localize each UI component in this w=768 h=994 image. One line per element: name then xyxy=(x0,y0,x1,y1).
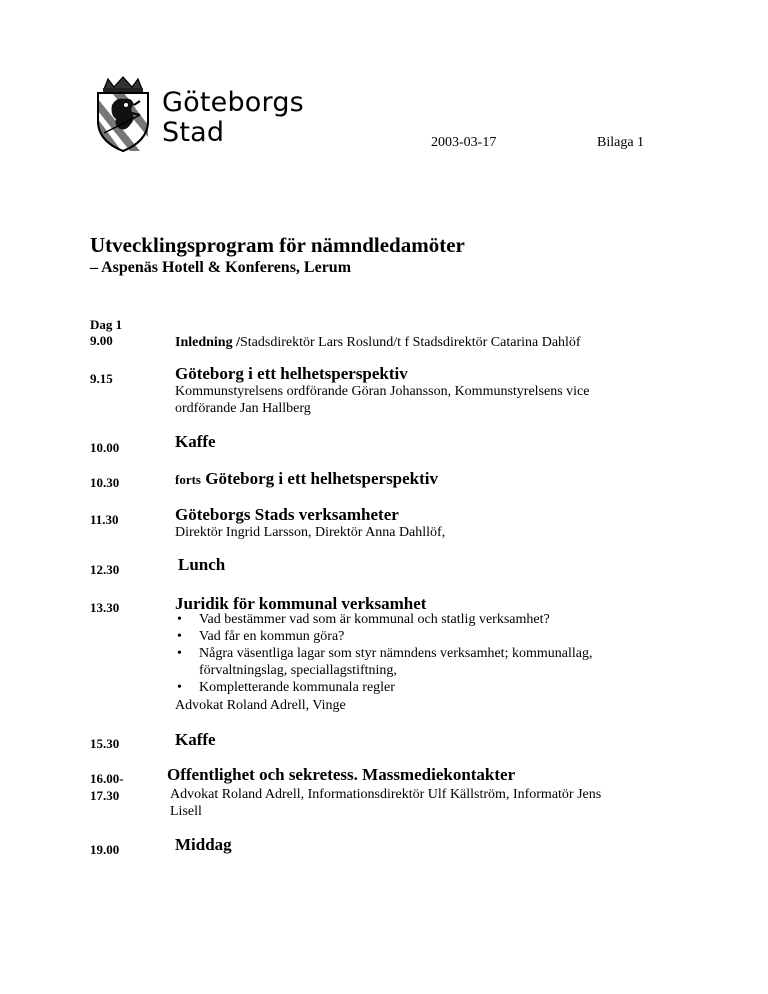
list-item: • Vad får en kommun göra? xyxy=(177,629,345,644)
agenda-time-1600-end: 17.30 xyxy=(90,788,120,803)
agenda-time-1600-start: 16.00- xyxy=(90,771,124,786)
agenda-time-0915: 9.15 xyxy=(90,371,113,386)
agenda-1030-title: Göteborg i ett helhetsperspektiv xyxy=(205,469,439,488)
bullet-icon: • xyxy=(177,612,182,627)
brand-line-1: Göteborgs xyxy=(162,87,304,118)
agenda-time-1530: 15.30 xyxy=(90,736,120,751)
agenda-title-1600: Offentlighet och sekretess. Massmediekontakter xyxy=(167,765,516,784)
bullet-icon: • xyxy=(177,646,182,661)
agenda-speaker-1330: Advokat Roland Adrell, Vinge xyxy=(175,698,346,713)
agenda-speakers-0915-line2: ordförande Jan Hallberg xyxy=(175,401,311,416)
brand-name xyxy=(162,88,304,148)
agenda-time-1030: 10.30 xyxy=(90,475,120,490)
list-item: • Några väsentliga lagar som styr nämndens verksamhet; kommunallag, förvaltningslag, speciallagstiftning, xyxy=(177,646,593,678)
bullet-icon: • xyxy=(177,629,182,644)
document-date: 2003-03-17 xyxy=(431,135,497,150)
document-title: Utvecklingsprogram för nämndledamöter xyxy=(90,233,465,257)
agenda-title-1230: Lunch xyxy=(178,555,226,574)
agenda-speakers-1600-line2: Lisell xyxy=(170,804,202,819)
list-item: • Kompletterande kommunala regler xyxy=(177,680,395,695)
agenda-item-0900 xyxy=(175,334,581,351)
brand-line-2: Stad xyxy=(162,117,225,148)
agenda-title-1530: Kaffe xyxy=(175,730,216,749)
agenda-title-1900: Middag xyxy=(175,835,232,854)
attachment-label: Bilaga 1 xyxy=(597,135,645,150)
agenda-title-1130: Göteborgs Stads verksamheter xyxy=(175,505,399,524)
day-label: Dag 1 xyxy=(90,317,123,332)
agenda-time-1130: 11.30 xyxy=(90,512,119,527)
agenda-1030-prefix: forts xyxy=(175,472,201,487)
agenda-title-1030 xyxy=(175,469,438,489)
bullet-icon: • xyxy=(177,680,182,695)
agenda-time-1000: 10.00 xyxy=(90,440,120,455)
agenda-title-1330: Juridik för kommunal verksamhet xyxy=(175,594,427,613)
agenda-speakers-1130: Direktör Ingrid Larsson, Direktör Anna Dahllöf, xyxy=(175,525,446,540)
agenda-0900-text: Stadsdirektör Lars Roslund/t f Stadsdirektör Catarina Dahlöf xyxy=(239,335,581,350)
agenda-1330-topics xyxy=(175,611,655,696)
city-coat-of-arms-logo xyxy=(90,75,156,153)
agenda-time-1900: 19.00 xyxy=(90,842,120,857)
agenda-title-0915: Göteborg i ett helhetsperspektiv xyxy=(175,364,408,383)
agenda-speakers-0915-line1: Kommunstyrelsens ordförande Göran Johansson, Kommunstyrelsens vice xyxy=(175,384,590,399)
agenda-time-0900: 9.00 xyxy=(90,333,113,348)
agenda-time-1330: 13.30 xyxy=(90,600,120,615)
agenda-speakers-1600-line1: Advokat Roland Adrell, Informationsdirektör Ulf Källström, Informatör Jens xyxy=(170,787,602,802)
list-item: • Vad bestämmer vad som är kommunal och statlig verksamhet? xyxy=(177,612,550,627)
document-subtitle: – Aspenäs Hotell & Konferens, Lerum xyxy=(90,259,352,276)
agenda-title-1000: Kaffe xyxy=(175,432,216,451)
agenda-time-1230: 12.30 xyxy=(90,562,120,577)
agenda-0900-lead: Inledning / xyxy=(175,335,240,350)
